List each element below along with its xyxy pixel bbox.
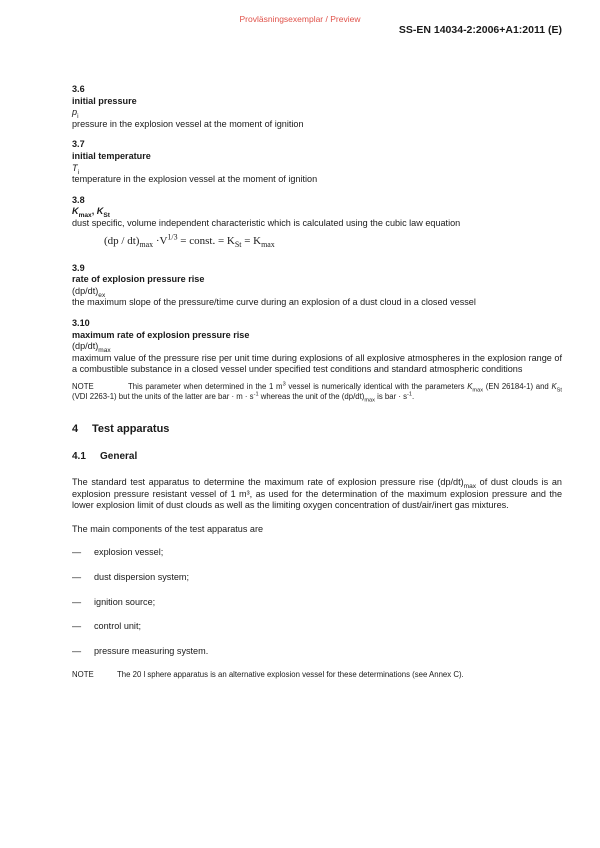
list-item: — control unit; <box>72 621 142 632</box>
definition-3-6 <box>72 84 562 130</box>
definition-term: $K_{max}$, $K_{St}$ <box>72 206 110 220</box>
section-heading-4-1: 4.1 General <box>72 451 138 463</box>
definition-term: initial temperature <box>72 150 151 161</box>
section-heading-4: 4 Test apparatus <box>72 422 170 435</box>
list-item: — pressure measuring system. <box>72 645 209 656</box>
definition-text: pressure in the explosion vessel at the moment of ignition <box>72 118 304 129</box>
standard-identifier: SS-EN 14034-2:2006+A1:2011 (E) <box>398 24 562 36</box>
definition-number: 3.6 <box>72 84 85 94</box>
definition-number: 3.7 <box>72 139 85 150</box>
definition-3-10 <box>72 318 562 402</box>
paragraph-standard-apparatus: The standard test apparatus to determine the maximum rate of explosion pressure rise $(dp/dt)_{max}$ of dust clouds is an explosion pressure resistant vessel of 1 m³, as used for the determination of the maximum explosion pressure and the lower explosion limit of dust clouds as well as the limiting oxygen concentration of dust/air/inert gas mixtures. <box>72 477 562 511</box>
list-item: — dust dispersion system; <box>72 572 190 583</box>
definition-3-8 <box>72 195 562 254</box>
definition-text: the maximum slope of the pressure/time curve during an explosion of a dust cloud in a closed vessel <box>72 297 476 308</box>
definition-number: 3.10 <box>72 317 90 328</box>
definition-symbol: $T_i$ <box>72 162 80 176</box>
note-alternative-apparatus: NOTE The 20 l sphere apparatus is an alternative explosion vessel for these determinations (see Annex C). <box>72 670 464 680</box>
definition-term: initial pressure <box>72 95 137 106</box>
definition-symbol: $(dp/dt)_{max}$ <box>72 341 111 354</box>
definition-3-7 <box>72 139 562 185</box>
document-body <box>72 84 562 680</box>
definition-text: dust specific, volume independent characteristic which is calculated using the cubic law equation <box>72 217 461 228</box>
definition-symbol: $p_i$ <box>72 107 79 120</box>
components-list <box>72 547 562 657</box>
note-units: NOTE This parameter when determined in the 1 $m^3$ vessel is numerically identical with the parameters $K_{max}$ (EN 26184-1) and $K_{St}$ (VDI 2263-1) but the units of the latter are bar · $m \cdot s^{-1}$ whereas the unit of the $(dp/dt)_{max}$ is bar · $s^{-1}$. <box>72 381 562 404</box>
paragraph-main-components: The main components of the test apparatus are <box>72 523 264 534</box>
definition-term: rate of explosion pressure rise <box>72 274 205 285</box>
definition-text: temperature in the explosion vessel at the moment of ignition <box>72 174 318 185</box>
definition-3-9 <box>72 263 562 309</box>
definition-number: 3.9 <box>72 262 85 273</box>
list-item: — ignition source; <box>72 596 156 607</box>
definition-number: 3.8 <box>72 194 85 205</box>
definition-term: maximum rate of explosion pressure rise <box>72 329 250 340</box>
definition-symbol: $(dp/dt)_{ex}$ <box>72 285 106 299</box>
cubic-law-equation: $(dp / dt)_{max} \cdot V^{1/3}$ = const. = $K_{St} = K_{max}$ <box>104 231 275 249</box>
definition-text: maximum value of the pressure rise per unit time during explosions of all explosive atmospheres in the explosion range of a combustible substance in a closed vessel under specified test conditions and standard atmospheric conditions <box>72 352 562 375</box>
preview-watermark: Provläsningsexemplar / Preview <box>239 14 361 24</box>
list-item: — explosion vessel; <box>72 547 164 558</box>
